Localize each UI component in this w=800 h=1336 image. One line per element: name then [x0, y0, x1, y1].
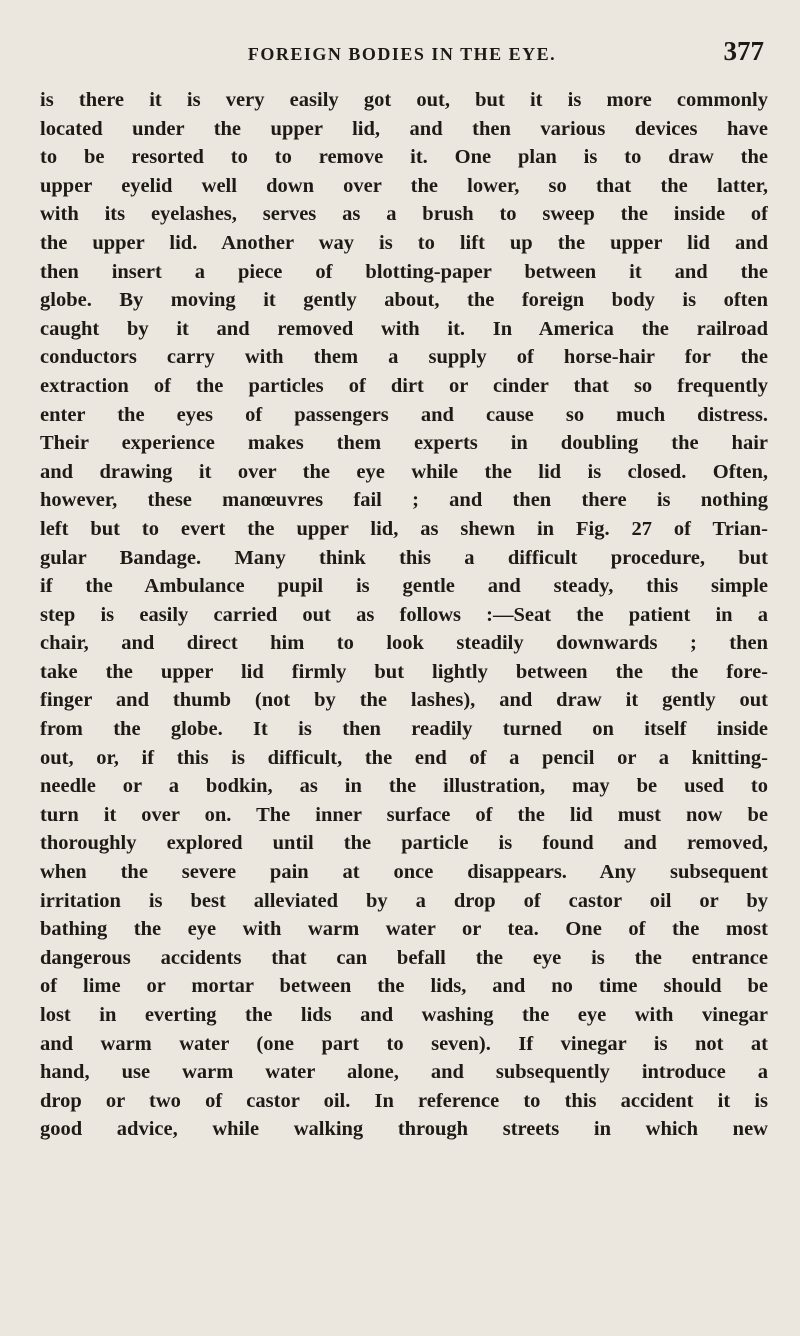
text-line: and drawing it over the eye while the lid is closed. Often,	[40, 460, 768, 483]
text-line: good advice, while walking through streets in which new	[40, 1118, 768, 1141]
text-line: hand, use warm water alone, and subsequently introduce a	[40, 1061, 768, 1084]
text-line: and warm water (one part to seven). If vinegar is not at	[40, 1032, 768, 1055]
text-line: if the Ambulance pupil is gentle and steady, this simple	[40, 575, 768, 598]
text-line: extraction of the particles of dirt or cinder that so frequently	[40, 374, 768, 397]
text-line: upper eyelid well down over the lower, so that the latter,	[40, 174, 768, 197]
text-line: then insert a piece of blotting-paper between it and the	[40, 260, 768, 283]
text-line: located under the upper lid, and then various devices have	[40, 117, 768, 140]
text-line: enter the eyes of passengers and cause so much distress.	[40, 403, 768, 426]
body-text	[40, 86, 768, 1144]
text-line: Their experience makes them experts in doubling the hair	[40, 432, 768, 455]
text-line: chair, and direct him to look steadily downwards ; then	[40, 632, 768, 655]
text-line: out, or, if this is difficult, the end of a pencil or a knitting-	[40, 746, 768, 769]
text-line: turn it over on. The inner surface of the lid must now be	[40, 803, 768, 826]
text-line: the upper lid. Another way is to lift up the upper lid and	[40, 231, 768, 254]
text-line: gular Bandage. Many think this a difficult procedure, but	[40, 546, 768, 569]
text-line: when the severe pain at once disappears. Any subsequent	[40, 861, 768, 884]
text-line: however, these manœuvres fail ; and then there is nothing	[40, 489, 768, 512]
text-line: of lime or mortar between the lids, and no time should be	[40, 975, 768, 998]
text-line: bathing the eye with warm water or tea. One of the most	[40, 918, 768, 941]
page-number: 377	[723, 36, 764, 66]
text-line: step is easily carried out as follows :—Seat the patient in a	[40, 603, 768, 626]
text-line: dangerous accidents that can befall the eye is the entrance	[40, 946, 768, 969]
text-line: thoroughly explored until the particle is found and removed,	[40, 832, 768, 855]
page-header	[40, 36, 764, 76]
text-line: with its eyelashes, serves as a brush to sweep the inside of	[40, 203, 768, 226]
text-line: needle or a bodkin, as in the illustration, may be used to	[40, 775, 768, 798]
text-line: lost in everting the lids and washing the eye with vinegar	[40, 1004, 768, 1026]
text-line: to be resorted to to remove it. One plan is to draw the	[40, 146, 768, 169]
text-line: globe. By moving it gently about, the foreign body is often	[40, 289, 768, 312]
text-line: is there it is very easily got out, but it is more commonly	[40, 89, 768, 111]
text-line: take the upper lid firmly but lightly between the the fore-	[40, 660, 768, 683]
running-head: FOREIGN BODIES IN THE EYE.	[247, 44, 557, 64]
text-line: drop or two of castor oil. In reference to this accident it is	[40, 1089, 768, 1112]
text-line: conductors carry with them a supply of horse-hair for the	[40, 346, 768, 369]
text-line: irritation is best alleviated by a drop of castor oil or by	[40, 889, 768, 912]
text-line: from the globe. It is then readily turned on itself inside	[40, 718, 768, 741]
text-line: caught by it and removed with it. In America the railroad	[40, 317, 768, 340]
text-line: left but to evert the upper lid, as shewn in Fig. 27 of Trian-	[40, 517, 768, 540]
text-line: finger and thumb (not by the lashes), and draw it gently out	[40, 689, 768, 712]
